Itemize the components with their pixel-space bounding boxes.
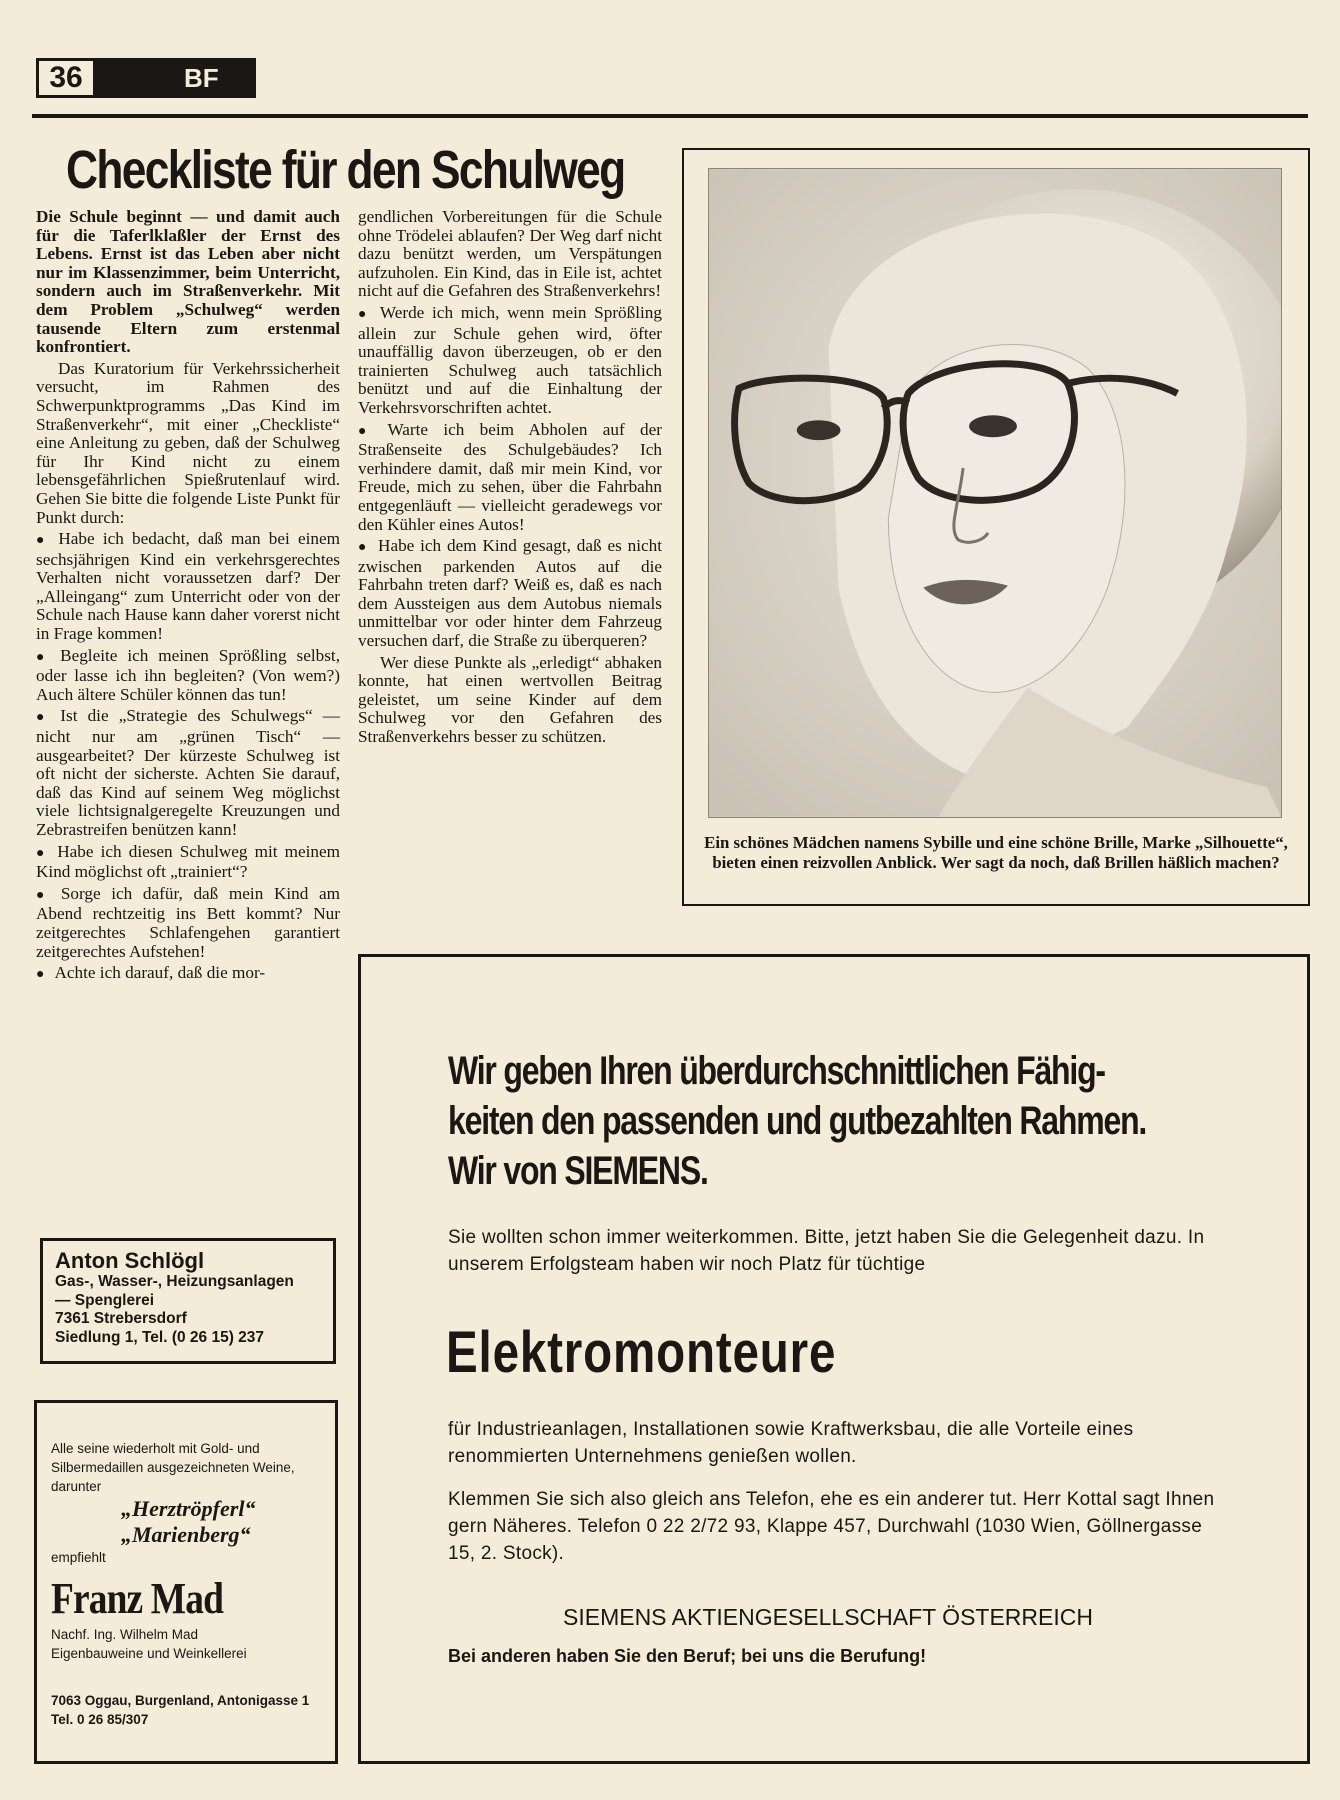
wine-name: „Herztröpferl“ <box>121 1496 256 1521</box>
siemens-contact: Klemmen Sie sich also gleich ans Telefon, ehe es ein anderer tut. Herr Kottal sagt Ihnen gern Näheres. Telefon 0 22 2/72 93, Klappe 457, Durchwahl (1030 Wien, Göllnergasse 15, 2. Stock). <box>448 1489 1215 1564</box>
siemens-details: für Industrieanlagen, Installationen sowie Kraftwerksbau, die alle Vorteile eines renommierten Unternehmens genießen wollen. <box>448 1419 1134 1467</box>
ad-franz-mad <box>34 1400 338 1764</box>
ad-intro: Alle seine wiederholt mit Gold- und <box>51 1441 260 1456</box>
article-lead: Die Schule beginnt — und damit auch für die Taferlklaßler der Ernst des Lebens. Ernst ist das Leben aber nicht nur im Klassenzimmer, beim Unterricht, sondern auch im Straßenverkehr. Mit dem Problem „Schulweg“ werden tausende Eltern zum erstenmal konfrontiert. <box>36 207 340 357</box>
article-headline: Checkliste für den Schulweg <box>66 140 625 200</box>
ad-successor: Nachf. Ing. Wilhelm Mad <box>51 1627 199 1642</box>
checklist-item: ● Werde ich mich, wenn mein Sprößling allein zur Schule gehen wird, öfter unauffällig davon überzeugen, ob er den trainierten Schulweg auch tatsächlich benützt und auf die Einhaltung der Verkehrsvorschriften achtet. <box>358 304 662 418</box>
checklist-item: ● Habe ich diesen Schulweg mit meinem Kind möglichst oft „trainiert“? <box>36 843 340 882</box>
ad-company-name: Anton Schlögl <box>55 1248 205 1273</box>
siemens-headline: Wir von SIEMENS. <box>448 1149 708 1193</box>
siemens-company-name: SIEMENS AKTIENGESELLSCHAFT ÖSTERREICH <box>563 1604 1093 1630</box>
siemens-job-title: Elektromonteure <box>446 1320 837 1385</box>
checklist-item: ● Achte ich darauf, daß die mor- <box>36 964 340 985</box>
ad-business: Eigenbauweine und Weinkellerei <box>51 1646 247 1661</box>
ad-anton-schloegl <box>40 1238 336 1364</box>
photo-caption: Ein schönes Mädchen namens Sybille und eine schöne Brille, Marke „Silhouette“, bieten einen reizvollen Anblick. Wer sagt da noch, daß Brillen häßlich machen? <box>704 833 1288 872</box>
ad-phone: Tel. 0 26 85/307 <box>51 1712 149 1727</box>
article-column-1 <box>36 208 340 988</box>
wine-name: „Marienberg“ <box>121 1522 251 1547</box>
checklist-item: ● Ist die „Strategie des Schulwegs“ — nicht nur am „grünen Tisch“ — ausgearbeitet? Der kürzeste Schulweg ist oft nicht der sicherste. Achten Sie darauf, daß das Kind auf seinem Weg möglichst viele lichtsignalgeregelte Kreuzungen und Zebrastreifen benützen kann! <box>36 707 340 839</box>
article-paragraph: Das Kuratorium für Verkehrssicherheit versucht, im Rahmen des Schwerpunktprogramms „Das Kind im Straßenverkehr“, mit einer „Checkliste“ eine Anleitung zu geben, daß der Schulweg für Ihr Kind nicht zu einem lebensgefährlichen Spießrutenlauf wird. Gehen Sie bitte die folgende Liste Punkt für Punkt durch: <box>36 358 340 527</box>
ad-postal-town: 7361 Strebersdorf <box>55 1310 187 1327</box>
header-rule <box>32 114 1308 118</box>
ad-recommends: empfiehlt <box>51 1550 106 1565</box>
siemens-slogan: Bei anderen haben Sie den Beruf; bei uns die Berufung! <box>448 1646 927 1666</box>
article-column-2 <box>358 208 662 750</box>
siemens-headline: Wir geben Ihren überdurchschnittlichen Fähig- <box>448 1049 1105 1093</box>
woman-with-glasses-photo <box>708 168 1282 818</box>
checklist-item: ● Habe ich dem Kind gesagt, daß es nicht zwischen parkenden Autos auf die Fahrbahn treten darf? Weiß es, daß es nach dem Aussteigen aus dem Autobus niemals unmittelbar vor oder hinter dem Fahrzeug versuchen darf, die Straße zu überqueren? <box>358 537 662 651</box>
section-tag: BF <box>96 58 256 98</box>
checklist-item: ● Habe ich bedacht, daß man bei einem sechsjährigen Kind ein verkehrsgerechtes Verhalten nicht voraussetzen darf? Der „Alleingang“ zum Unterricht oder von der Schule nach Hause kann daher vorerst nicht in Frage kommen! <box>36 530 340 644</box>
article-paragraph: gendlichen Vorbereitungen für die Schule ohne Trödelei ablaufen? Der Weg darf nicht dazu benützt werden, um Verspätungen aufzuholen. Ein Kind, das in Eile ist, achtet nicht auf die Gefahren des Straßenverkehrs! <box>358 207 662 301</box>
ad-intro: darunter <box>51 1479 102 1494</box>
siemens-intro: Sie wollten schon immer weiterkommen. Bitte, jetzt haben Sie die Gelegenheit dazu. In unserem Erfolgsteam haben wir noch Platz für tüchtige <box>448 1227 1205 1275</box>
siemens-headline: keiten den passenden und gutbezahlten Rahmen. <box>448 1099 1147 1143</box>
ad-intro: Silbermedaillen ausgezeichneten Weine, <box>51 1460 295 1475</box>
ad-vintner-name: Franz Mad <box>51 1574 224 1623</box>
page-number: 36 <box>36 58 96 98</box>
article-conclusion: Wer diese Punkte als „erledigt“ abhaken konnte, hat einen wertvollen Beitrag geleistet, um seine Kinder auf dem Schulweg vor den Gefahren des Straßenverkehrs besser zu schützen. <box>358 652 662 747</box>
checklist-item: ● Sorge ich dafür, daß mein Kind am Abend rechtzeitig ins Bett kommt? Nur zeitgerechtes Schlafengehen garantiert zeitgerechtes Aufstehen! <box>36 885 340 961</box>
checklist-item: ● Begleite ich meinen Sprößling selbst, oder lasse ich ihn begleiten? (Von wem?) Auch ältere Schüler können das tun! <box>36 647 340 705</box>
ad-services: Gas-, Wasser-, Heizungsanlagen <box>55 1273 294 1290</box>
checklist-item: ● Warte ich beim Abholen auf der Straßenseite des Schulgebäudes? Ich verhindere damit, daß mir mein Kind, vor Freude, mich zu sehen, über die Fahrbahn entgegenläuft — vielleicht geradewegs vor den Kühler eines Autos! <box>358 421 662 535</box>
ad-services-2: — Spenglerei <box>55 1291 155 1309</box>
ad-address: 7063 Oggau, Burgenland, Antonigasse 1 <box>51 1693 310 1708</box>
ad-address-phone: Siedlung 1, Tel. (0 26 15) 237 <box>55 1328 265 1346</box>
